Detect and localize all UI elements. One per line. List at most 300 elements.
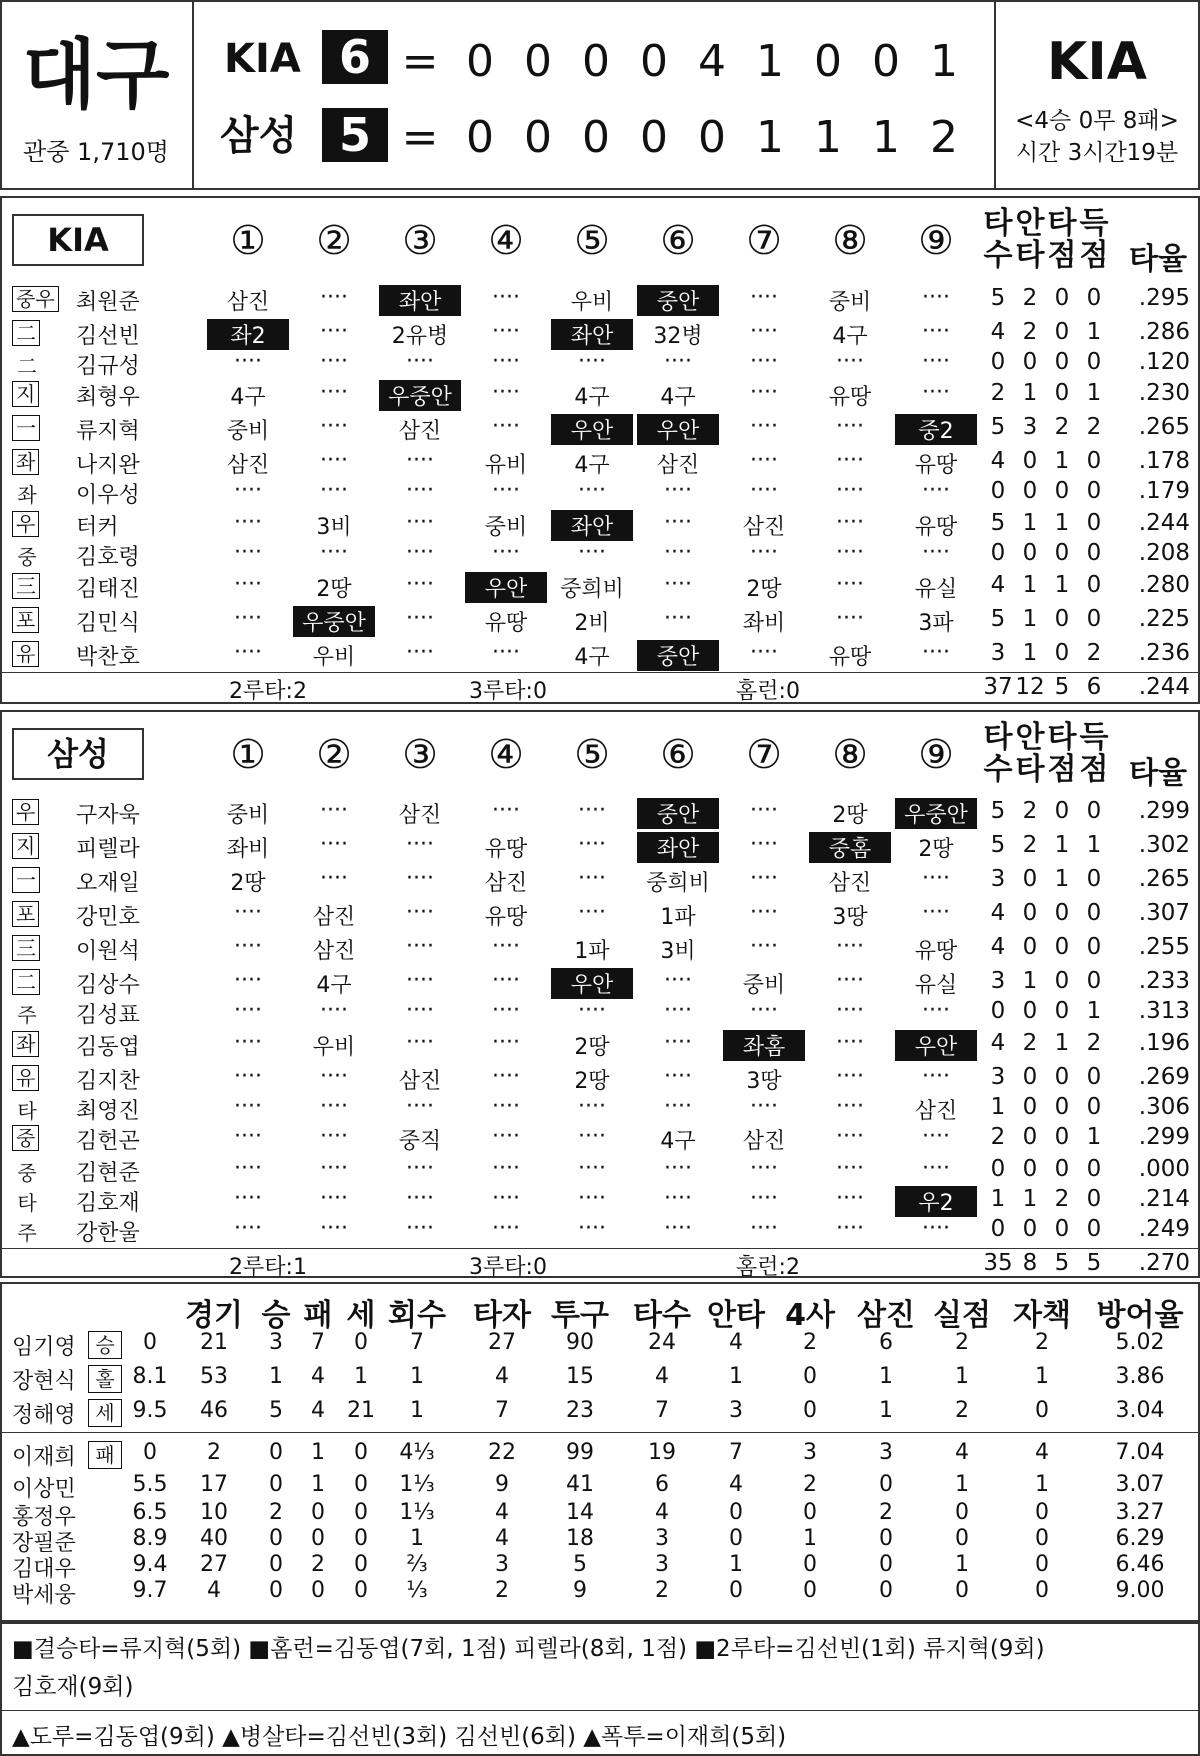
samsung-row-12-inning-4: ···· [492,1186,520,1211]
kia-row-11-inning-9: ···· [922,640,950,665]
samsung-pitcher-stat-8: 0 [729,1578,743,1603]
samsung-total-avg: .270 [1138,1250,1190,1276]
samsung-player-name: 김지찬 [76,1069,140,1094]
kia-row-0-inning-6-hit: 중안 [637,285,719,316]
samsung-total-0: 35 [983,1250,1013,1276]
samsung-row-4-inning-5: 1파 [574,939,610,964]
samsung-position-label: 二 [12,969,40,995]
kia-pitcher-stat-7: 7 [655,1398,669,1423]
kia-pitcher-stat-2: 4 [311,1364,325,1389]
kia-pitcher-stat-7: 4 [655,1364,669,1389]
samsung-row-1-stat-3: 1 [1086,832,1102,858]
away-inning-3-runs: 0 [582,36,610,87]
kia-row-3-inning-2: ···· [320,380,348,405]
kia-pitcher-stat-1: 1 [269,1364,283,1389]
samsung-row-3-position [12,901,39,927]
kia-pitcher-stat-3: 1 [354,1364,368,1389]
kia-row-11-inning-5: 4구 [574,645,610,670]
samsung-row-1-inning-7: ···· [750,832,778,857]
samsung-row-6-stat-1: 0 [1022,998,1038,1024]
samsung-pitcher-stat-6: 18 [566,1526,594,1551]
samsung-inning-header-4: ④ [488,732,524,778]
kia-row-9-stat-0: 4 [990,572,1006,598]
kia-row-1-avg: .286 [1138,319,1190,345]
samsung-row-1-avg: .302 [1138,832,1190,858]
samsung-row-10-inning-7: 삼진 [742,1129,786,1154]
kia-position-label: 좌 [17,483,37,507]
samsung-row-0-inning-5: ···· [578,798,606,823]
samsung-row-8-stat-1: 0 [1022,1064,1038,1090]
kia-player-name: 박찬호 [76,645,140,670]
samsung-row-3-inning-5: ···· [578,900,606,925]
samsung-row-2-stat-3: 0 [1086,866,1102,892]
kia-row-7-inning-5-hit: 좌안 [551,510,633,541]
home-inning-6-runs: 1 [756,112,784,163]
samsung-pitcher-stat-5: 9 [495,1472,509,1497]
kia-pitcher-stat-0: 46 [200,1398,228,1423]
kia-row-10-stat-2: 0 [1054,606,1070,632]
samsung-pitcher-stat-7: 6 [655,1472,669,1497]
samsung-row-5-stat-3: 0 [1086,968,1102,994]
samsung-row-6-inning-1: ···· [234,998,262,1023]
kia-position-label: 一 [12,415,40,441]
samsung-pitcher-entry: 0 [143,1440,157,1465]
samsung-pitcher-stat-7: 4 [655,1500,669,1525]
attendance: 관중 1,710명 [23,138,169,166]
samsung-row-8-inning-3: 삼진 [398,1069,442,1094]
samsung-position-label: 주 [17,1003,37,1027]
samsung-row-4-inning-4: ···· [492,934,520,959]
kia-row-4-stat-2: 2 [1054,414,1070,440]
samsung-header-rbi-top: 타 [1047,720,1077,755]
kia-triples: 3루타:0 [469,679,547,704]
samsung-row-1-inning-5: ···· [578,832,606,857]
kia-row-9-inning-1: ···· [234,572,262,597]
kia-pitcher-stat-5: 4 [495,1364,509,1389]
samsung-row-2-inning-9: ···· [922,866,950,891]
samsung-pitcher-name: 이재희 [12,1445,76,1470]
samsung-row-5-inning-4: ···· [492,968,520,993]
samsung-position-label: 우 [12,799,39,825]
kia-pitcher-stat-11: 2 [955,1398,969,1423]
samsung-row-1-inning-6-hit: 좌안 [637,832,719,863]
kia-pitcher-stat-10: 6 [879,1330,893,1355]
samsung-row-13-position [12,1217,42,1246]
kia-row-6-position [12,479,42,508]
samsung-pitcher-stat-11: 1 [955,1472,969,1497]
kia-row-9-inning-4-hit: 우안 [465,572,547,603]
kia-row-11-inning-3: ···· [406,640,434,665]
samsung-row-1-position [12,833,39,859]
samsung-pitcher-stat-0: 17 [200,1472,228,1497]
samsung-row-10-inning-9: ···· [922,1124,950,1149]
samsung-total-2: 5 [1054,1250,1070,1276]
samsung-row-11-inning-4: ···· [492,1156,520,1181]
samsung-row-7-inning-1: ···· [234,1030,262,1055]
kia-row-5-stat-1: 0 [1022,448,1038,474]
samsung-pitcher-stat-12: 0 [1035,1552,1049,1577]
kia-row-9-inning-8: ···· [836,572,864,597]
samsung-row-2-stat-2: 1 [1054,866,1070,892]
samsung-row-5-inning-9: 유실 [914,973,958,998]
samsung-pitcher-result-badge: 패 [88,1441,122,1469]
samsung-row-5-avg: .233 [1138,968,1190,994]
samsung-row-10-stat-0: 2 [990,1124,1006,1150]
kia-row-9-stat-2: 1 [1054,572,1070,598]
samsung-row-5-position [12,969,40,995]
samsung-row-7-stat-3: 2 [1086,1030,1102,1056]
samsung-pitcher-stat-8: 0 [729,1526,743,1551]
kia-row-0-stat-1: 2 [1022,285,1038,311]
samsung-row-10-stat-3: 1 [1086,1124,1102,1150]
samsung-row-6-stat-2: 0 [1054,998,1070,1024]
kia-row-5-inning-9: 유땅 [914,453,958,478]
kia-pitcher-stat-13: 5.02 [1115,1330,1165,1355]
samsung-row-5-inning-5-hit: 우안 [551,968,633,999]
kia-row-11-inning-8: 유땅 [828,645,872,670]
home-inning-4-runs: 0 [640,112,668,163]
samsung-homers: 홈런:2 [736,1255,800,1280]
samsung-pitcher-stat-1: 0 [269,1526,283,1551]
home-inning-5-runs: 0 [698,112,726,163]
samsung-row-8-inning-6: ···· [664,1064,692,1089]
samsung-row-7-inning-3: ···· [406,1030,434,1055]
samsung-row-8-inning-5: 2땅 [574,1069,610,1094]
kia-row-6-inning-7: ···· [750,478,778,503]
kia-pitcher-stat-6: 90 [566,1330,594,1355]
samsung-pitcher-stat-5: 22 [488,1440,516,1465]
kia-total-2: 5 [1054,674,1070,700]
kia-row-3-inning-9: ···· [922,380,950,405]
samsung-row-7-inning-4: ···· [492,1030,520,1055]
samsung-row-4-inning-2: 삼진 [312,939,356,964]
kia-row-2-inning-3: ···· [406,349,434,374]
kia-player-name: 터커 [76,515,119,540]
kia-row-9-stat-3: 0 [1086,572,1102,598]
kia-row-8-inning-5: ···· [578,540,606,565]
samsung-row-8-inning-4: ···· [492,1064,520,1089]
kia-pitcher-stat-2: 4 [311,1398,325,1423]
samsung-row-9-stat-3: 0 [1086,1094,1102,1120]
samsung-pitcher-stat-11: 0 [955,1526,969,1551]
samsung-row-13-inning-1: ···· [234,1216,262,1241]
samsung-row-13-inning-5: ···· [578,1216,606,1241]
samsung-row-3-inning-4: 유땅 [484,905,528,930]
kia-row-5-inning-8: ···· [836,448,864,473]
kia-row-10-position [12,607,39,633]
kia-row-5-avg: .178 [1138,448,1190,474]
kia-pitcher-stat-9: 2 [803,1330,817,1355]
kia-row-8-stat-2: 0 [1054,540,1070,566]
samsung-pitcher-stat-10: 0 [879,1526,893,1551]
samsung-row-11-stat-2: 0 [1054,1156,1070,1182]
samsung-row-5-inning-1: ···· [234,968,262,993]
kia-pitcher-stat-8: 3 [729,1398,743,1423]
kia-row-6-avg: .179 [1138,478,1190,504]
kia-position-label: 우 [12,511,39,537]
samsung-row-12-stat-2: 2 [1054,1186,1070,1212]
samsung-pitcher-stat-12: 0 [1035,1578,1049,1603]
kia-row-6-inning-2: ···· [320,478,348,503]
samsung-pitcher-stat-13: 6.46 [1115,1552,1165,1577]
samsung-row-9-inning-9: 삼진 [914,1099,958,1124]
samsung-row-0-stat-1: 2 [1022,798,1038,824]
samsung-player-name: 김동엽 [76,1035,140,1060]
samsung-row-7-inning-6: ···· [664,1030,692,1055]
kia-row-1-stat-0: 4 [990,319,1006,345]
kia-row-11-stat-1: 1 [1022,640,1038,666]
samsung-pitcher-stat-10: 0 [879,1578,893,1603]
samsung-pitcher-stat-6: 9 [573,1578,587,1603]
samsung-pitcher-stat-9: 0 [803,1578,817,1603]
samsung-row-10-position [12,1125,39,1151]
away-inning-1-runs: 0 [466,36,494,87]
samsung-row-11-stat-1: 0 [1022,1156,1038,1182]
kia-row-8-stat-0: 0 [990,540,1006,566]
samsung-totals-divider [0,1248,1200,1249]
samsung-row-7-stat-1: 2 [1022,1030,1038,1056]
samsung-pitcher-stat-3: 0 [354,1552,368,1577]
samsung-pitcher-stat-4: 1⅓ [399,1500,435,1525]
samsung-player-name: 김헌곤 [76,1129,140,1154]
samsung-row-4-stat-1: 0 [1022,934,1038,960]
kia-row-7-avg: .244 [1138,510,1190,536]
samsung-row-9-inning-2: ···· [320,1094,348,1119]
samsung-position-label: 타 [17,1191,37,1215]
samsung-row-4-stat-0: 4 [990,934,1006,960]
samsung-row-12-inning-5: ···· [578,1186,606,1211]
kia-row-1-inning-7: ···· [750,319,778,344]
samsung-row-7-inning-7-hit: 좌홈 [723,1030,805,1061]
samsung-pitcher-stat-8: 7 [729,1440,743,1465]
kia-row-0-stat-2: 0 [1054,285,1070,311]
samsung-player-name: 김현준 [76,1161,140,1186]
samsung-row-0-stat-2: 0 [1054,798,1070,824]
samsung-row-12-inning-2: ···· [320,1186,348,1211]
samsung-triples: 3루타:0 [469,1255,547,1280]
samsung-row-7-position [12,1031,39,1057]
samsung-row-11-stat-3: 0 [1086,1156,1102,1182]
kia-row-0-inning-2: ···· [320,285,348,310]
scoreboard-divider-left [192,0,194,190]
samsung-row-10-inning-4: ···· [492,1124,520,1149]
samsung-row-6-position [12,999,42,1028]
kia-row-5-stat-0: 4 [990,448,1006,474]
samsung-pitcher-stat-0: 4 [207,1578,221,1603]
kia-pitcher-name: 정해영 [12,1403,76,1428]
kia-row-6-stat-1: 0 [1022,478,1038,504]
kia-totals-divider [0,672,1200,673]
winner-team: KIA [1047,32,1147,92]
away-runs: 6 [322,30,388,84]
kia-header-r-bottom: 점 [1079,238,1109,273]
samsung-row-4-stat-2: 0 [1054,934,1070,960]
kia-row-2-inning-6: ···· [664,349,692,374]
samsung-row-3-inning-6: 1파 [660,905,696,930]
samsung-player-name: 오재일 [76,871,140,896]
away-equals: = [401,36,439,87]
samsung-row-7-inning-2: 우비 [312,1035,356,1060]
samsung-row-4-inning-7: ···· [750,934,778,959]
kia-pitcher-stat-11: 1 [955,1364,969,1389]
samsung-pitcher-name: 장필준 [12,1531,76,1556]
samsung-pitcher-stat-3: 0 [354,1440,368,1465]
kia-row-10-inning-7: 좌비 [742,611,786,636]
samsung-position-label: 유 [12,1065,39,1091]
samsung-row-11-position [12,1157,42,1186]
samsung-row-9-stat-1: 0 [1022,1094,1038,1120]
kia-pitcher-stat-6: 15 [566,1364,594,1389]
kia-row-3-avg: .230 [1138,380,1190,406]
samsung-row-9-inning-7: ···· [750,1094,778,1119]
samsung-row-11-stat-0: 0 [990,1156,1006,1182]
samsung-row-13-inning-4: ···· [492,1216,520,1241]
samsung-row-3-inning-8: 3땅 [832,905,868,930]
samsung-player-name: 최영진 [76,1099,140,1124]
samsung-position-label: 지 [12,833,39,859]
kia-row-3-inning-4: ···· [492,380,520,405]
kia-row-7-inning-1: ···· [234,510,262,535]
kia-row-2-inning-5: ···· [578,349,606,374]
kia-row-9-inning-6: ···· [664,572,692,597]
kia-row-6-inning-1: ···· [234,478,262,503]
kia-row-9-inning-9: 유실 [914,577,958,602]
samsung-player-name: 강한울 [76,1221,140,1246]
kia-player-name: 김규성 [76,354,140,379]
samsung-row-5-stat-0: 3 [990,968,1006,994]
kia-pitcher-entry: 0 [143,1330,157,1355]
kia-pitcher-stat-13: 3.04 [1115,1398,1165,1423]
samsung-row-3-stat-1: 0 [1022,900,1038,926]
kia-row-6-inning-4: ···· [492,478,520,503]
samsung-header-h-bottom: 타 [1015,752,1045,787]
away-inning-9-runs: 1 [930,36,958,87]
samsung-row-2-position [12,867,40,893]
kia-player-name: 류지혁 [76,419,140,444]
samsung-row-11-inning-5: ···· [578,1156,606,1181]
samsung-row-3-stat-2: 0 [1054,900,1070,926]
samsung-row-6-stat-3: 1 [1086,998,1102,1024]
samsung-row-7-stat-0: 4 [990,1030,1006,1056]
kia-row-7-inning-8: ···· [836,510,864,535]
kia-row-5-inning-4: 유비 [484,453,528,478]
kia-inning-header-3: ③ [402,218,438,264]
kia-row-1-inning-2: ···· [320,319,348,344]
pitching-team-divider [0,1432,1200,1433]
kia-row-0-stat-3: 0 [1086,285,1102,311]
home-inning-1-runs: 0 [466,112,494,163]
kia-row-10-stat-1: 1 [1022,606,1038,632]
kia-pitcher-entry: 8.1 [132,1364,168,1389]
samsung-pitcher-stat-0: 10 [200,1500,228,1525]
notes-line-1: ■결승타=류지혁(5회) ■홈런=김동엽(7회, 1점) 피렐라(8회, 1점) ■2루타=김선빈(1회) 류지혁(9회) [12,1636,1045,1662]
kia-row-2-inning-1: ···· [234,349,262,374]
samsung-total-1: 8 [1022,1250,1038,1276]
pitching-header-2: 패 [303,1298,333,1333]
kia-row-8-stat-1: 0 [1022,540,1038,566]
kia-pitcher-stat-0: 53 [200,1364,228,1389]
samsung-player-name: 김상수 [76,973,140,998]
kia-row-0-inning-4: ···· [492,285,520,310]
samsung-row-12-inning-1: ···· [234,1186,262,1211]
samsung-row-8-inning-2: ···· [320,1064,348,1089]
kia-header-rbi-top: 타 [1047,206,1077,241]
kia-player-name: 김민식 [76,611,140,636]
samsung-row-0-inning-6-hit: 중안 [637,798,719,829]
samsung-pitcher-stat-12: 1 [1035,1472,1049,1497]
samsung-pitcher-stat-10: 3 [879,1440,893,1465]
samsung-row-1-inning-2: ···· [320,832,348,857]
samsung-pitcher-entry: 8.9 [132,1526,168,1551]
samsung-pitcher-stat-13: 6.29 [1115,1526,1165,1551]
kia-row-0-inning-1: 삼진 [226,290,270,315]
samsung-pitcher-stat-9: 0 [803,1500,817,1525]
kia-row-2-inning-2: ···· [320,349,348,374]
kia-pitcher-stat-0: 21 [200,1330,228,1355]
samsung-row-10-inning-6: 4구 [660,1129,696,1154]
winner-record: <4승 0무 8패> [1015,108,1179,134]
samsung-row-2-inning-5: ···· [578,866,606,891]
samsung-row-2-inning-6: 중희비 [646,871,710,896]
samsung-pitcher-stat-4: ⅓ [406,1578,428,1603]
samsung-player-name: 이원석 [76,939,140,964]
samsung-pitcher-stat-7: 2 [655,1578,669,1603]
kia-row-0-inning-8: 중비 [828,290,872,315]
samsung-row-9-avg: .306 [1138,1094,1190,1120]
samsung-row-6-inning-7: ···· [750,998,778,1023]
samsung-row-11-inning-9: ···· [922,1156,950,1181]
kia-total-3: 6 [1086,674,1102,700]
kia-row-5-stat-2: 1 [1054,448,1070,474]
samsung-pitcher-stat-10: 2 [879,1500,893,1525]
samsung-pitcher-stat-12: 4 [1035,1440,1049,1465]
samsung-position-label: 一 [12,867,40,893]
kia-row-10-stat-0: 5 [990,606,1006,632]
samsung-row-11-inning-8: ···· [836,1156,864,1181]
kia-pitcher-stat-3: 0 [354,1330,368,1355]
kia-row-0-inning-3-hit: 좌안 [379,285,461,316]
samsung-row-12-inning-8: ···· [836,1186,864,1211]
samsung-row-0-inning-1: 중비 [226,803,270,828]
kia-row-4-inning-7: ···· [750,414,778,439]
samsung-row-13-inning-8: ···· [836,1216,864,1241]
kia-row-3-inning-3-hit: 우중안 [379,380,461,411]
kia-row-3-stat-2: 0 [1054,380,1070,406]
samsung-row-10-stat-2: 0 [1054,1124,1070,1150]
kia-row-4-inning-5-hit: 우안 [551,414,633,445]
samsung-row-1-stat-0: 5 [990,832,1006,858]
kia-header-ab-top: 타 [983,206,1013,241]
pitching-header-0: 경기 [185,1298,243,1333]
kia-pitcher-result-badge: 세 [88,1399,122,1427]
samsung-pitcher-stat-2: 0 [311,1578,325,1603]
kia-pitcher-stat-4: 7 [410,1330,424,1355]
kia-row-6-inning-3: ···· [406,478,434,503]
samsung-row-6-inning-3: ···· [406,998,434,1023]
kia-row-10-inning-1: ···· [234,606,262,631]
samsung-row-5-inning-3: ···· [406,968,434,993]
kia-row-2-stat-2: 0 [1054,349,1070,375]
samsung-row-4-inning-9: 유땅 [914,939,958,964]
samsung-pitcher-stat-13: 9.00 [1115,1578,1165,1603]
samsung-pitcher-stat-7: 19 [648,1440,676,1465]
kia-row-11-avg: .236 [1138,640,1190,666]
samsung-row-12-stat-0: 1 [990,1186,1006,1212]
kia-row-8-inning-7: ···· [750,540,778,565]
samsung-row-3-inning-3: ···· [406,900,434,925]
away-inning-6-runs: 1 [756,36,784,87]
samsung-position-label: 三 [12,935,40,961]
